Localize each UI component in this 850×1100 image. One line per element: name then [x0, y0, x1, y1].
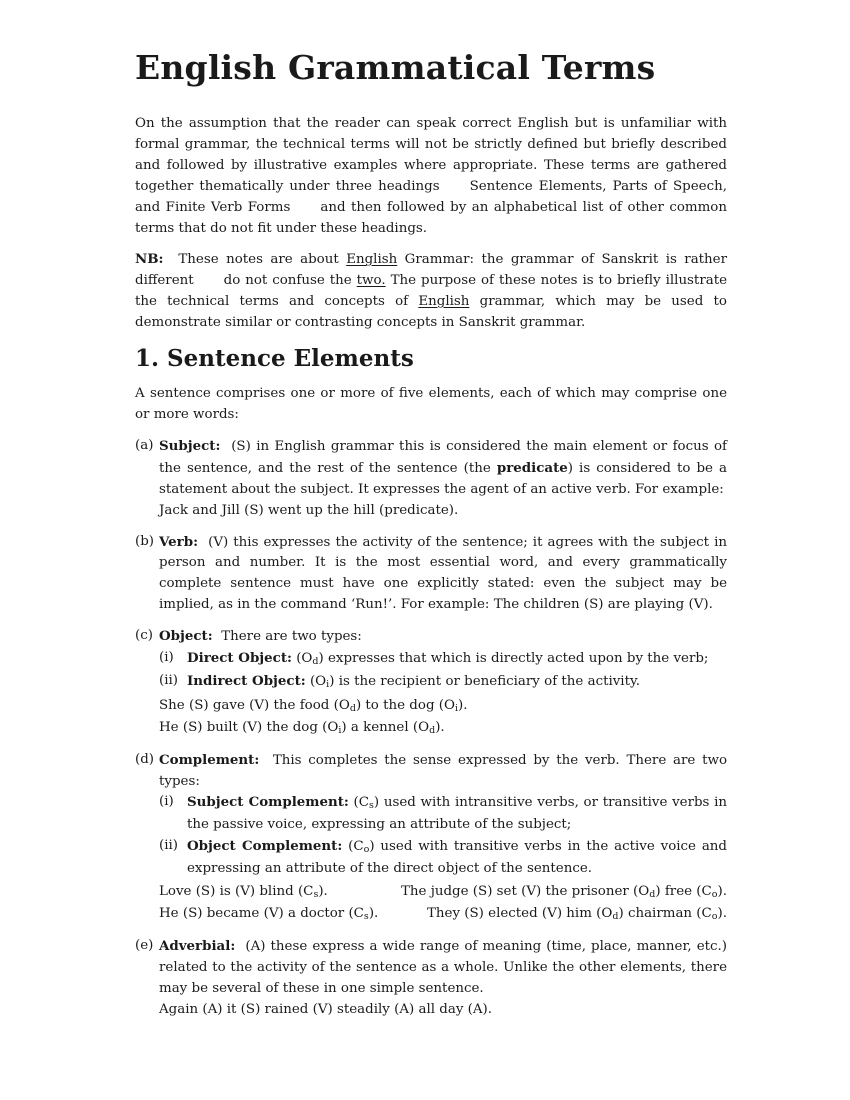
item-example: Jack and Jill (S) went up the hill (predicate).	[159, 502, 459, 518]
subitem-direct-object: (i) Direct Object: (Od) expresses that which is directly acted upon by the verb;	[159, 650, 709, 668]
subitem-marker: (ii)	[159, 672, 179, 688]
subitem-term: Indirect Object:	[187, 672, 306, 689]
item-example: Again (A) it (S) rained (V) steadily (A) all day (A).	[159, 1001, 493, 1017]
subitem-indirect-object: (ii) Indirect Object: (Oi) is the recipient or beneficiary of the activity.	[159, 672, 641, 690]
section-heading: 1. Sentence Elements	[135, 345, 414, 373]
item-marker: (a)	[135, 437, 154, 453]
intro-text-1: On the assumption that the reader can speak correct English but is unfamiliar with formal grammar, the technical terms will not be strictly defined but briefly described and followed by illustrative examples where appropriate. These terms are gathered together thematically under three headings	[135, 116, 727, 194]
list-item-verb	[135, 532, 727, 617]
subitem-text: used with intransitive verbs, or transitive verbs in the passive voice, expressing an attribute of the subject;	[187, 795, 728, 833]
example-left: He (S) became (V) a doctor (Cs).	[159, 906, 379, 922]
nb-english2-underlined: English	[418, 294, 470, 310]
nb-text-4: The purpose of these notes is to briefly illustrate the technical terms and concepts of	[135, 273, 728, 310]
intro-paragraph	[135, 114, 727, 239]
item-text: (A) these express a wide range of meaning (time, place, manner, etc.) related to the activity of the sentence as a whole. Unlike the other elements, there may be several of these in one simple sentence.	[159, 938, 727, 996]
section-intro: A sentence comprises one or more of five elements, each of which may comprise one or more words:	[135, 386, 727, 422]
list-item-complement	[135, 750, 727, 926]
subitem-text: is the recipient or beneficiary of the activity.	[338, 673, 641, 689]
example-left: Love (S) is (V) blind (Cs).	[159, 884, 328, 901]
subitem-term: Object Complement:	[187, 838, 343, 855]
subitem-text: expresses that which is directly acted upon by the verb;	[328, 651, 709, 667]
item-text-2: ) is considered to be a statement about the subject. It expresses the agent of an active verb. For example:	[159, 460, 728, 497]
list-item-subject	[135, 436, 727, 522]
item-text: (S) in English grammar this is considered the main element or focus of the sentence, and the rest of the sentence (the	[159, 438, 727, 476]
subitem-subject-complement: (i) Subject Complement: (Cs) used with intransitive verbs, or transitive verbs in the passive voice, expressing an attribute of the subject;	[159, 794, 728, 833]
subitem-marker: (i)	[159, 650, 174, 666]
item-term: Complement:	[159, 751, 260, 768]
nb-text-1: These notes are about	[178, 252, 339, 268]
item-term: Subject:	[159, 437, 221, 454]
example-row	[159, 904, 727, 926]
subitem-object-complement: (ii) Object Complement: (Co) used with transitive verbs in the active voice and expressing an attribute of the direct object of the sentence.	[159, 838, 728, 877]
item-term: Verb:	[159, 533, 199, 550]
predicate-term: predicate	[496, 459, 568, 476]
item-text: There are two types:	[221, 629, 362, 645]
subitem-term: Subject Complement:	[187, 794, 349, 811]
subitem-marker: (ii)	[159, 838, 179, 854]
item-marker: (c)	[135, 628, 153, 644]
list-item-adverbial	[135, 936, 727, 1021]
subitem-marker: (i)	[159, 794, 174, 810]
item-term: Object:	[159, 628, 213, 645]
item-marker: (b)	[135, 533, 155, 549]
page-title: English Grammatical Terms	[135, 48, 656, 87]
nb-paragraph	[135, 249, 727, 334]
nb-text-2: Grammar: the grammar of Sanskrit is rather different	[135, 252, 728, 289]
item-text: This completes the sense expressed by the verb. There are two types:	[159, 752, 728, 789]
nb-label: NB:	[135, 251, 164, 268]
document-page	[135, 48, 727, 1031]
item-marker: (e)	[135, 937, 154, 953]
nb-text-3: do not confuse the	[223, 273, 352, 289]
example-right: They (S) elected (V) him (Od) chairman (Co).	[426, 906, 727, 922]
subitem-term: Direct Object:	[187, 650, 292, 667]
item-example: He (S) built (V) the dog (Oi) a kennel (Od).	[159, 719, 445, 736]
example-row	[159, 882, 727, 904]
list-item-object	[135, 626, 727, 740]
item-term: Adverbial:	[159, 937, 236, 954]
item-text: (V) this expresses the activity of the sentence; it agrees with the subject in person and number. It is the most essential word, and every grammatically complete sentence must have one explicitly stated: even the subject may be implied, as in the command ‘Run!’. For example: The children (S) are playing (V).	[159, 534, 727, 613]
nb-english-underlined: English	[346, 252, 398, 268]
item-example: She (S) gave (V) the food (Od) to the dog (Oi).	[159, 697, 468, 714]
intro-text-2: Sentence Elements, Parts of Speech, and Finite Verb Forms	[135, 178, 727, 215]
intro-text-3: and then followed by an alphabetical list of other common terms that do not fit under these headings.	[135, 199, 727, 236]
nb-text-5: grammar, which may be used to demonstrate similar or contrasting concepts in Sanskrit grammar.	[135, 294, 727, 331]
item-marker: (d)	[135, 751, 155, 767]
example-right: The judge (S) set (V) the prisoner (Od) free (Co).	[400, 884, 727, 901]
subitem-text: used with transitive verbs in the active voice and expressing an attribute of the direct object of the sentence.	[187, 839, 728, 877]
nb-two-underlined: two.	[356, 273, 386, 289]
